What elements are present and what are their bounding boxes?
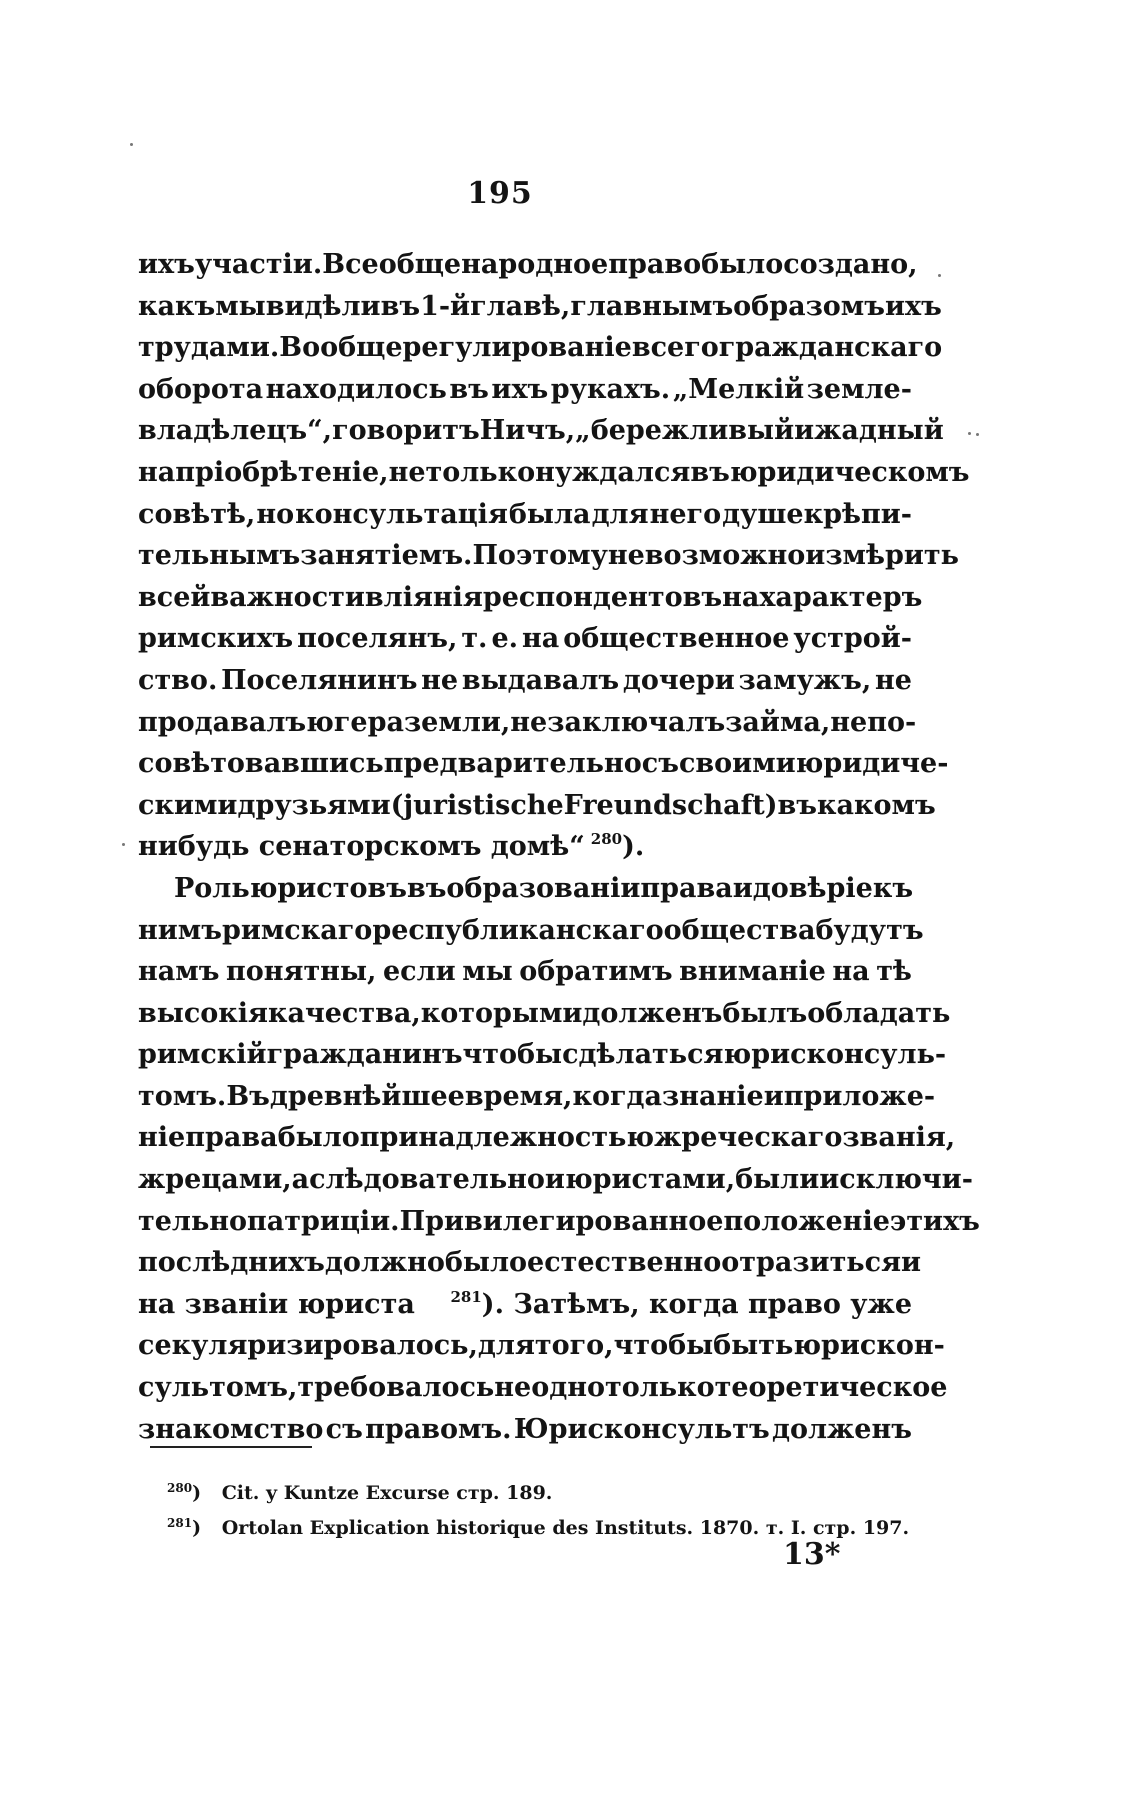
word: было <box>444 1247 528 1279</box>
word: (juristische <box>390 789 564 821</box>
text-line <box>138 1201 980 1243</box>
word: находилось <box>265 373 447 405</box>
print-speck <box>130 143 133 146</box>
word: для <box>477 1330 535 1362</box>
word: быть <box>713 1330 794 1362</box>
word: жреческаго <box>654 1122 843 1154</box>
word: респондентовъ <box>482 581 723 613</box>
signature-mark: 13* <box>783 1537 841 1572</box>
word: на <box>722 581 760 613</box>
word: высокія <box>138 997 268 1029</box>
text-line <box>138 286 942 328</box>
text-line <box>138 494 912 536</box>
word: нимъ <box>138 914 222 946</box>
word: которыми <box>420 997 583 1029</box>
word: будутъ <box>815 914 924 946</box>
text-line <box>138 1367 948 1409</box>
word: вниманіе <box>679 956 826 988</box>
word: земле- <box>806 373 912 405</box>
word: ихъ <box>138 249 195 280</box>
text-line <box>138 993 951 1035</box>
word: было <box>701 249 784 280</box>
word: юридиче- <box>795 748 949 780</box>
word: съ <box>325 1413 363 1445</box>
word: нуждался <box>535 456 691 488</box>
word: обладать <box>807 997 951 1029</box>
word: тельно <box>138 1205 248 1237</box>
word: если <box>382 956 456 988</box>
text-line-content: нибудь сенаторскомъ домѣ“ <box>138 831 585 863</box>
text-line <box>138 369 912 411</box>
word: занятіемъ. <box>300 540 473 572</box>
word: знакомство <box>138 1413 324 1445</box>
word: ніе <box>138 1122 186 1154</box>
word: продавалъ <box>138 706 307 738</box>
word: правомъ. <box>365 1413 512 1445</box>
word: юридическомъ <box>729 456 970 488</box>
word: земли, <box>403 706 511 738</box>
word: права <box>185 1122 278 1154</box>
word: дочери <box>622 664 735 696</box>
print-speck <box>968 432 971 435</box>
word: тельнымъ <box>138 540 301 572</box>
word: гражданскаго <box>718 332 943 364</box>
text-line <box>138 910 924 952</box>
word: югера <box>306 706 404 738</box>
text-line <box>138 535 959 577</box>
footnote-reference-281: $^{281}$). Затѣмъ, когда право уже <box>450 1287 912 1320</box>
main-text <box>138 244 980 1450</box>
word: и <box>544 1164 565 1196</box>
word: чтобы <box>462 1039 563 1071</box>
text-line <box>138 244 918 286</box>
word: совѣтѣ, <box>138 498 256 530</box>
word: регулированіе <box>402 332 632 364</box>
word: чтобы <box>613 1330 714 1362</box>
word: Въ <box>226 1080 270 1112</box>
word: было <box>277 1122 360 1154</box>
word: въ <box>690 456 730 488</box>
word: принадлежностью <box>359 1122 655 1154</box>
word: создано, <box>783 249 918 280</box>
word: скими <box>138 789 238 821</box>
word: главѣ, <box>470 290 571 322</box>
word: только <box>605 1372 715 1404</box>
text-line <box>138 702 917 744</box>
text-line <box>138 452 970 494</box>
footnote-divider <box>150 1446 312 1448</box>
word: послѣднихъ <box>138 1247 325 1279</box>
word: римскій <box>138 1039 267 1071</box>
word: сультомъ, <box>138 1372 298 1404</box>
word: на <box>832 956 870 988</box>
text-line <box>138 660 912 702</box>
text-line-paragraph-start <box>138 868 912 910</box>
word: по- <box>867 706 917 738</box>
word: предварительно <box>383 748 642 780</box>
word: отразиться <box>721 1247 902 1279</box>
word: знаніе <box>662 1080 764 1112</box>
word: права <box>640 872 733 904</box>
word: рукахъ. <box>550 373 671 405</box>
word: важности <box>210 581 365 613</box>
word: римскихъ <box>138 623 294 655</box>
text-line <box>138 1409 912 1451</box>
word: время, <box>464 1080 573 1112</box>
word: образованіи <box>446 872 641 904</box>
word: Ничъ, <box>479 415 576 447</box>
text-line <box>138 1034 947 1076</box>
word: былъ <box>722 997 808 1029</box>
word: и <box>901 1247 922 1279</box>
word: измѣрить <box>805 540 959 572</box>
word: Вообще <box>279 332 403 364</box>
word: приложе- <box>783 1080 936 1112</box>
word: мы <box>462 956 513 988</box>
word: званія, <box>842 1122 956 1154</box>
word: гражданинъ <box>266 1039 463 1071</box>
word: не <box>510 706 548 738</box>
word: характеръ <box>759 581 923 613</box>
word: заключалъ <box>547 706 726 738</box>
word: мы <box>215 290 266 322</box>
word: поселянъ, <box>297 623 458 655</box>
print-speck <box>938 274 941 277</box>
text-line <box>138 327 943 369</box>
text-line <box>138 618 912 660</box>
text-line <box>138 1242 922 1284</box>
word: въ <box>406 872 447 904</box>
text-line <box>138 1076 936 1118</box>
word: намъ <box>138 956 220 988</box>
word: того, <box>534 1330 614 1362</box>
word: томъ. <box>138 1080 227 1112</box>
word: выдавалъ <box>461 664 620 696</box>
print-speck <box>122 843 125 846</box>
word: къ <box>872 872 914 904</box>
text-line <box>138 577 923 619</box>
word: замужъ, <box>738 664 872 696</box>
word: понятны, <box>225 956 377 988</box>
text-line <box>138 785 936 827</box>
word: сдѣлаться <box>562 1039 724 1071</box>
word: пріобрѣтеніе, <box>175 456 389 488</box>
word: слѣдовательно <box>309 1164 545 1196</box>
page-number: 195 <box>467 176 533 211</box>
text-line <box>138 743 949 785</box>
footnote-text: Cit. y Kuntze Excurse стр. 189. <box>221 1482 553 1504</box>
word: займа, <box>725 706 831 738</box>
word: невозможно <box>607 540 806 572</box>
footnote-text: Ortolan Explication historique des Instituts. 1870. т. I. стр. 197. <box>221 1517 910 1539</box>
word: устрой- <box>793 623 912 655</box>
text-line <box>138 1325 945 1367</box>
word: вліянія <box>364 581 483 613</box>
word: юристами, <box>564 1164 736 1196</box>
word: римскаго <box>221 914 373 946</box>
word: секуляризировалось, <box>138 1330 478 1362</box>
word: съ <box>641 748 679 780</box>
footnote-280 <box>167 1476 927 1511</box>
word: естественно <box>527 1247 722 1279</box>
text-line-with-footnote <box>138 1284 912 1326</box>
word: Роль <box>174 872 250 904</box>
word: одно <box>531 1372 605 1404</box>
word: тѣ <box>876 956 912 988</box>
word: видѣли <box>265 290 381 322</box>
word: этихъ <box>889 1205 980 1237</box>
word: е. <box>491 623 519 655</box>
word: и <box>794 415 815 447</box>
text-line <box>138 410 944 452</box>
word: юристовъ <box>249 872 407 904</box>
word: душекрѣпи- <box>722 498 912 530</box>
word: Freundschaft) <box>563 789 778 821</box>
word: патриціи. <box>247 1205 400 1237</box>
word: „бережливый <box>575 415 795 447</box>
word: и <box>732 872 753 904</box>
word: въ <box>449 373 489 405</box>
word: не <box>494 1372 532 1404</box>
word: оборота <box>138 373 264 405</box>
word: на <box>521 623 560 655</box>
word: право <box>608 249 702 280</box>
word: юрискон- <box>793 1330 945 1362</box>
word: владѣлецъ“, <box>138 415 333 447</box>
word: древнѣйшее <box>269 1080 465 1112</box>
word: на <box>138 456 176 488</box>
print-speck <box>976 433 979 436</box>
footnote-number: $^{280}$) <box>167 1481 202 1504</box>
word: „Мелкій <box>672 373 805 405</box>
word: долженъ <box>772 1413 912 1445</box>
word: была <box>508 498 591 530</box>
word: Поселянинъ <box>221 664 418 696</box>
word: положеніе <box>723 1205 890 1237</box>
word: ихъ <box>491 373 549 405</box>
text-line-content: на званіи юриста <box>138 1288 415 1320</box>
word: ство. <box>138 664 218 696</box>
word: всей <box>138 581 211 613</box>
word: были <box>735 1164 820 1196</box>
word: не <box>830 706 868 738</box>
word: но <box>256 498 295 530</box>
word: общенародное <box>378 249 609 280</box>
word: какъ <box>138 290 216 322</box>
word: трудами. <box>138 332 280 364</box>
word: жрецами, <box>138 1164 292 1196</box>
word: совѣтовавшись <box>138 748 384 780</box>
text-line <box>138 951 912 993</box>
word: должно <box>324 1247 445 1279</box>
text-line-paragraph-end <box>138 826 912 868</box>
word: образомъ <box>733 290 885 322</box>
footnotes <box>167 1476 927 1546</box>
word: своими <box>678 748 796 780</box>
word: для <box>591 498 649 530</box>
word: когда <box>572 1080 662 1112</box>
word: обратимъ <box>519 956 673 988</box>
word: въ <box>777 789 817 821</box>
word: теоретическое <box>714 1372 948 1404</box>
word: республиканскаго <box>372 914 664 946</box>
footnote-reference-280: $^{280}$). <box>590 830 645 863</box>
word: т. <box>461 623 488 655</box>
word: долженъ <box>582 997 723 1029</box>
word: какомъ <box>817 789 936 821</box>
word: жадный <box>814 415 944 447</box>
word: общественное <box>563 623 790 655</box>
word: качества, <box>267 997 421 1029</box>
word: довѣріе <box>752 872 873 904</box>
text-line <box>138 1117 956 1159</box>
word: него <box>649 498 722 530</box>
word: говоритъ <box>332 415 480 447</box>
word: не <box>421 664 459 696</box>
word: нетолько <box>388 456 536 488</box>
footnote-number: $^{281}$) <box>167 1516 202 1539</box>
text-line <box>138 1159 973 1201</box>
word: въ <box>380 290 421 322</box>
word: и <box>763 1080 784 1112</box>
word: требовалось <box>297 1372 495 1404</box>
word: всего <box>631 332 719 364</box>
word: Поэтому <box>472 540 608 572</box>
word: юрисконсуль- <box>723 1039 947 1071</box>
word: а <box>291 1164 310 1196</box>
word: не <box>875 664 912 696</box>
word: Все <box>322 249 379 280</box>
word: общества <box>663 914 816 946</box>
word: Привилегированное <box>399 1205 724 1237</box>
word: Юрисконсультъ <box>513 1413 770 1445</box>
word: главнымъ <box>570 290 734 322</box>
word: 1-й <box>420 290 471 322</box>
word: ихъ <box>884 290 942 322</box>
word: консультація <box>295 498 508 530</box>
word: друзьями <box>237 789 391 821</box>
word: исключи- <box>819 1164 973 1196</box>
word: участіи. <box>194 249 323 280</box>
